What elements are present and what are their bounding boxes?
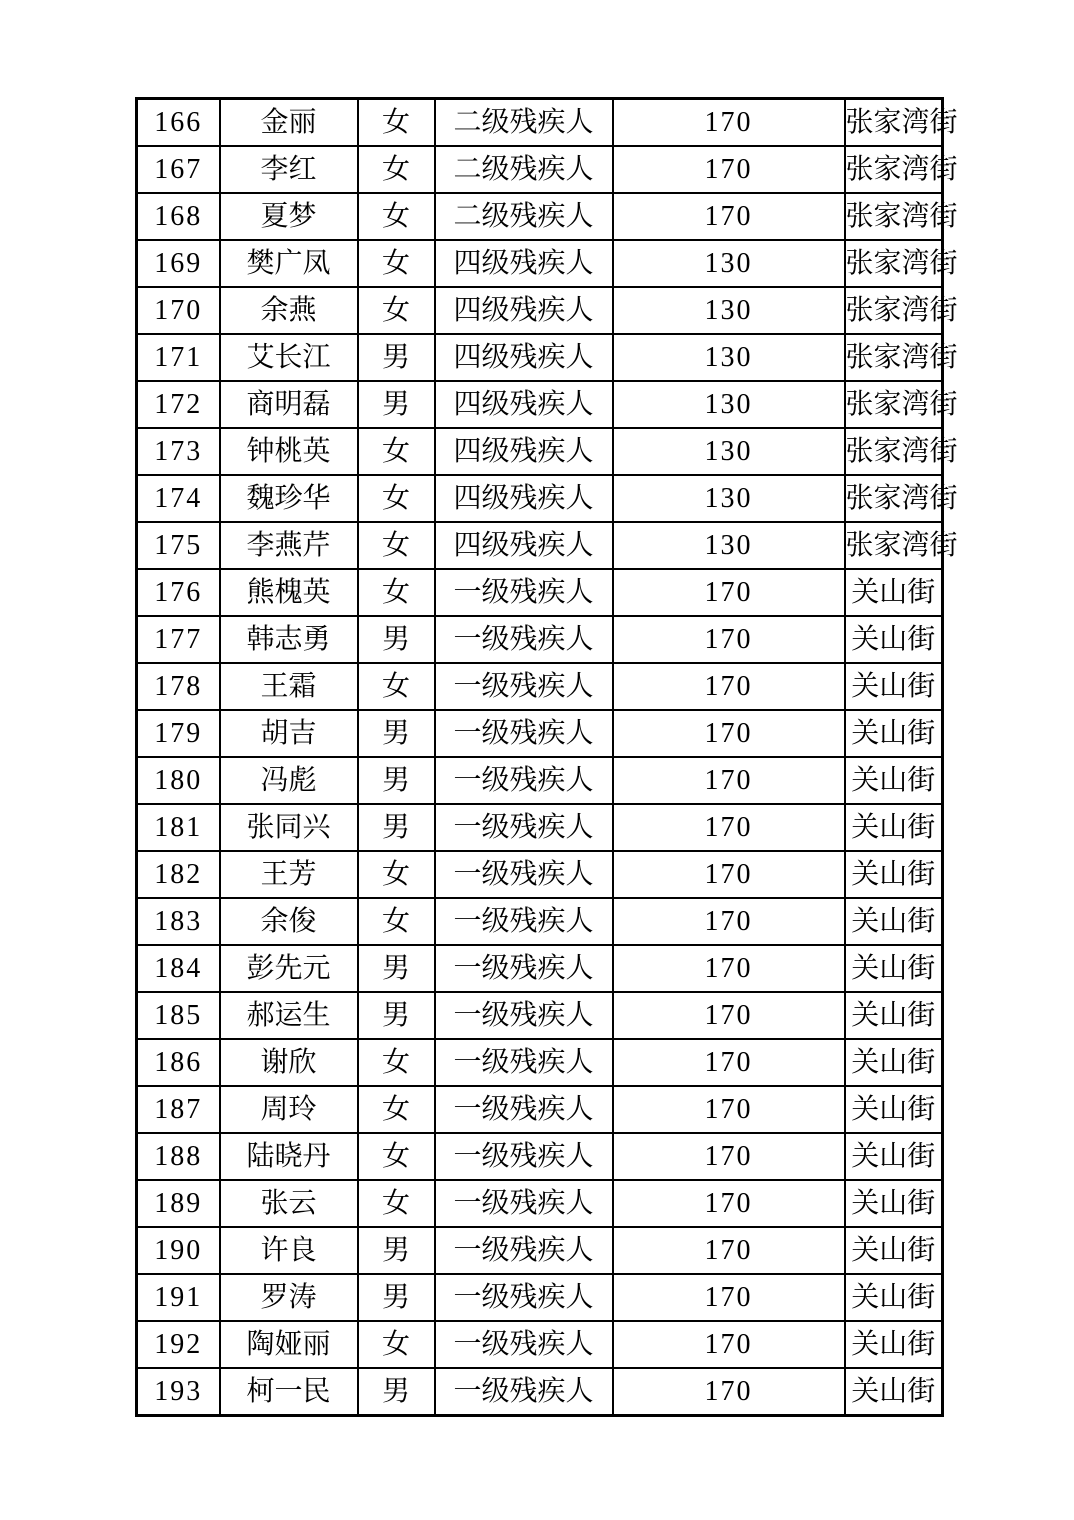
cell-street: 张家湾街 — [845, 240, 943, 287]
cell-gender: 男 — [358, 334, 435, 381]
cell-street: 关山街 — [845, 1368, 943, 1416]
cell-gender: 女 — [358, 240, 435, 287]
cell-disability-grade: 一级残疾人 — [435, 616, 613, 663]
cell-person-name: 许良 — [220, 1227, 358, 1274]
cell-street: 张家湾街 — [845, 428, 943, 475]
cell-gender: 女 — [358, 663, 435, 710]
cell-street: 张家湾街 — [845, 522, 943, 569]
cell-disability-grade: 四级残疾人 — [435, 381, 613, 428]
cell-subsidy-amount: 170 — [613, 851, 845, 898]
cell-street: 张家湾街 — [845, 475, 943, 522]
cell-disability-grade: 一级残疾人 — [435, 663, 613, 710]
cell-row-number: 168 — [137, 193, 220, 240]
cell-row-number: 167 — [137, 146, 220, 193]
cell-row-number: 188 — [137, 1133, 220, 1180]
table-row — [137, 898, 943, 945]
cell-gender: 女 — [358, 522, 435, 569]
cell-person-name: 柯一民 — [220, 1368, 358, 1416]
table-row — [137, 1133, 943, 1180]
cell-row-number: 189 — [137, 1180, 220, 1227]
cell-disability-grade: 四级残疾人 — [435, 240, 613, 287]
cell-gender: 男 — [358, 381, 435, 428]
cell-disability-grade: 一级残疾人 — [435, 992, 613, 1039]
cell-subsidy-amount: 130 — [613, 381, 845, 428]
cell-person-name: 樊广凤 — [220, 240, 358, 287]
cell-street: 张家湾街 — [845, 381, 943, 428]
cell-disability-grade: 四级残疾人 — [435, 334, 613, 381]
cell-gender: 男 — [358, 710, 435, 757]
cell-gender: 女 — [358, 146, 435, 193]
table-row — [137, 240, 943, 287]
cell-disability-grade: 一级残疾人 — [435, 757, 613, 804]
cell-street: 关山街 — [845, 1274, 943, 1321]
cell-person-name: 郝运生 — [220, 992, 358, 1039]
cell-row-number: 177 — [137, 616, 220, 663]
cell-subsidy-amount: 170 — [613, 1180, 845, 1227]
cell-subsidy-amount: 170 — [613, 616, 845, 663]
cell-gender: 女 — [358, 1180, 435, 1227]
cell-person-name: 胡吉 — [220, 710, 358, 757]
cell-gender: 男 — [358, 945, 435, 992]
cell-disability-grade: 一级残疾人 — [435, 1321, 613, 1368]
cell-person-name: 陆晓丹 — [220, 1133, 358, 1180]
cell-row-number: 192 — [137, 1321, 220, 1368]
cell-row-number: 190 — [137, 1227, 220, 1274]
cell-disability-grade: 一级残疾人 — [435, 569, 613, 616]
table-row — [137, 1227, 943, 1274]
cell-street: 关山街 — [845, 804, 943, 851]
cell-row-number: 186 — [137, 1039, 220, 1086]
cell-disability-grade: 一级残疾人 — [435, 710, 613, 757]
cell-subsidy-amount: 130 — [613, 240, 845, 287]
cell-row-number: 183 — [137, 898, 220, 945]
cell-street: 张家湾街 — [845, 193, 943, 240]
table-row — [137, 1321, 943, 1368]
cell-subsidy-amount: 170 — [613, 1274, 845, 1321]
cell-gender: 男 — [358, 804, 435, 851]
table-row — [137, 428, 943, 475]
table-row — [137, 99, 943, 147]
cell-gender: 女 — [358, 428, 435, 475]
cell-street: 张家湾街 — [845, 334, 943, 381]
table-row — [137, 663, 943, 710]
cell-row-number: 178 — [137, 663, 220, 710]
table-row — [137, 1274, 943, 1321]
cell-subsidy-amount: 170 — [613, 1133, 845, 1180]
cell-disability-grade: 一级残疾人 — [435, 898, 613, 945]
cell-person-name: 罗涛 — [220, 1274, 358, 1321]
cell-gender: 女 — [358, 1086, 435, 1133]
cell-gender: 男 — [358, 1227, 435, 1274]
cell-street: 张家湾街 — [845, 287, 943, 334]
cell-street: 关山街 — [845, 1086, 943, 1133]
cell-person-name: 商明磊 — [220, 381, 358, 428]
cell-subsidy-amount: 170 — [613, 663, 845, 710]
cell-row-number: 184 — [137, 945, 220, 992]
cell-row-number: 187 — [137, 1086, 220, 1133]
cell-street: 关山街 — [845, 710, 943, 757]
cell-disability-grade: 一级残疾人 — [435, 1086, 613, 1133]
cell-disability-grade: 一级残疾人 — [435, 804, 613, 851]
cell-subsidy-amount: 130 — [613, 334, 845, 381]
cell-disability-grade: 四级残疾人 — [435, 428, 613, 475]
table-row — [137, 569, 943, 616]
cell-gender: 女 — [358, 287, 435, 334]
cell-subsidy-amount: 170 — [613, 757, 845, 804]
cell-person-name: 陶娅丽 — [220, 1321, 358, 1368]
cell-gender: 女 — [358, 475, 435, 522]
cell-gender: 女 — [358, 569, 435, 616]
table-row — [137, 945, 943, 992]
table-row — [137, 851, 943, 898]
table-row — [137, 1086, 943, 1133]
cell-row-number: 175 — [137, 522, 220, 569]
cell-disability-grade: 二级残疾人 — [435, 193, 613, 240]
cell-person-name: 韩志勇 — [220, 616, 358, 663]
table-row — [137, 334, 943, 381]
cell-disability-grade: 一级残疾人 — [435, 1227, 613, 1274]
cell-street: 关山街 — [845, 663, 943, 710]
cell-row-number: 181 — [137, 804, 220, 851]
table-row — [137, 146, 943, 193]
cell-subsidy-amount: 170 — [613, 710, 845, 757]
table-row — [137, 616, 943, 663]
cell-street: 张家湾街 — [845, 146, 943, 193]
cell-subsidy-amount: 130 — [613, 287, 845, 334]
cell-gender: 女 — [358, 1039, 435, 1086]
cell-person-name: 魏珍华 — [220, 475, 358, 522]
cell-subsidy-amount: 130 — [613, 428, 845, 475]
cell-person-name: 李燕芹 — [220, 522, 358, 569]
roster-table — [135, 97, 958, 1417]
cell-row-number: 174 — [137, 475, 220, 522]
table-row — [137, 804, 943, 851]
cell-street: 关山街 — [845, 992, 943, 1039]
cell-subsidy-amount: 170 — [613, 569, 845, 616]
table-row — [137, 381, 943, 428]
cell-disability-grade: 四级残疾人 — [435, 287, 613, 334]
cell-subsidy-amount: 170 — [613, 1039, 845, 1086]
cell-subsidy-amount: 170 — [613, 804, 845, 851]
cell-person-name: 艾长江 — [220, 334, 358, 381]
cell-disability-grade: 一级残疾人 — [435, 1180, 613, 1227]
cell-street: 关山街 — [845, 945, 943, 992]
cell-row-number: 170 — [137, 287, 220, 334]
cell-gender: 女 — [358, 1133, 435, 1180]
cell-row-number: 179 — [137, 710, 220, 757]
cell-subsidy-amount: 130 — [613, 522, 845, 569]
cell-person-name: 金丽 — [220, 99, 358, 147]
cell-row-number: 166 — [137, 99, 220, 147]
cell-person-name: 王芳 — [220, 851, 358, 898]
cell-street: 关山街 — [845, 1133, 943, 1180]
cell-row-number: 191 — [137, 1274, 220, 1321]
cell-row-number: 176 — [137, 569, 220, 616]
cell-row-number: 173 — [137, 428, 220, 475]
cell-disability-grade: 一级残疾人 — [435, 1274, 613, 1321]
cell-gender: 女 — [358, 851, 435, 898]
cell-disability-grade: 一级残疾人 — [435, 851, 613, 898]
cell-subsidy-amount: 170 — [613, 193, 845, 240]
cell-gender: 男 — [358, 1368, 435, 1416]
cell-row-number: 171 — [137, 334, 220, 381]
cell-street: 关山街 — [845, 1180, 943, 1227]
cell-street: 关山街 — [845, 757, 943, 804]
cell-person-name: 王霜 — [220, 663, 358, 710]
table-row — [137, 1180, 943, 1227]
cell-person-name: 周玲 — [220, 1086, 358, 1133]
cell-street: 关山街 — [845, 1039, 943, 1086]
table-row — [137, 522, 943, 569]
cell-street: 关山街 — [845, 616, 943, 663]
cell-disability-grade: 四级残疾人 — [435, 522, 613, 569]
cell-gender: 女 — [358, 193, 435, 240]
cell-subsidy-amount: 130 — [613, 475, 845, 522]
cell-disability-grade: 一级残疾人 — [435, 1039, 613, 1086]
table-row — [137, 475, 943, 522]
cell-subsidy-amount: 170 — [613, 146, 845, 193]
cell-subsidy-amount: 170 — [613, 992, 845, 1039]
cell-row-number: 172 — [137, 381, 220, 428]
cell-person-name: 李红 — [220, 146, 358, 193]
cell-street: 关山街 — [845, 1321, 943, 1368]
cell-disability-grade: 四级残疾人 — [435, 475, 613, 522]
cell-disability-grade: 二级残疾人 — [435, 146, 613, 193]
cell-subsidy-amount: 170 — [613, 1321, 845, 1368]
cell-gender: 男 — [358, 1274, 435, 1321]
cell-gender: 女 — [358, 898, 435, 945]
cell-subsidy-amount: 170 — [613, 1086, 845, 1133]
cell-person-name: 余俊 — [220, 898, 358, 945]
cell-street: 关山街 — [845, 1227, 943, 1274]
cell-person-name: 冯彪 — [220, 757, 358, 804]
table-row — [137, 193, 943, 240]
cell-gender: 女 — [358, 1321, 435, 1368]
table-row — [137, 1039, 943, 1086]
cell-subsidy-amount: 170 — [613, 945, 845, 992]
table-row — [137, 992, 943, 1039]
cell-street: 关山街 — [845, 569, 943, 616]
cell-disability-grade: 二级残疾人 — [435, 99, 613, 147]
cell-row-number: 169 — [137, 240, 220, 287]
cell-disability-grade: 一级残疾人 — [435, 945, 613, 992]
roster-table-body — [137, 99, 958, 1416]
cell-person-name: 谢欣 — [220, 1039, 358, 1086]
cell-subsidy-amount: 170 — [613, 898, 845, 945]
cell-subsidy-amount: 170 — [613, 1368, 845, 1416]
cell-person-name: 余燕 — [220, 287, 358, 334]
cell-person-name: 熊槐英 — [220, 569, 358, 616]
cell-row-number: 180 — [137, 757, 220, 804]
table-row — [137, 1368, 943, 1416]
cell-row-number: 182 — [137, 851, 220, 898]
cell-street: 关山街 — [845, 898, 943, 945]
cell-person-name: 张云 — [220, 1180, 358, 1227]
cell-person-name: 张同兴 — [220, 804, 358, 851]
cell-person-name: 彭先元 — [220, 945, 358, 992]
cell-disability-grade: 一级残疾人 — [435, 1133, 613, 1180]
cell-gender: 女 — [358, 99, 435, 147]
cell-row-number: 193 — [137, 1368, 220, 1416]
cell-gender: 男 — [358, 757, 435, 804]
table-row — [137, 710, 943, 757]
cell-gender: 男 — [358, 616, 435, 663]
cell-disability-grade: 一级残疾人 — [435, 1368, 613, 1416]
table-row — [137, 287, 943, 334]
cell-gender: 男 — [358, 992, 435, 1039]
cell-street: 关山街 — [845, 851, 943, 898]
cell-person-name: 夏梦 — [220, 193, 358, 240]
cell-street: 张家湾街 — [845, 99, 943, 147]
cell-subsidy-amount: 170 — [613, 99, 845, 147]
cell-subsidy-amount: 170 — [613, 1227, 845, 1274]
table-row — [137, 757, 943, 804]
cell-row-number: 185 — [137, 992, 220, 1039]
cell-person-name: 钟桃英 — [220, 428, 358, 475]
